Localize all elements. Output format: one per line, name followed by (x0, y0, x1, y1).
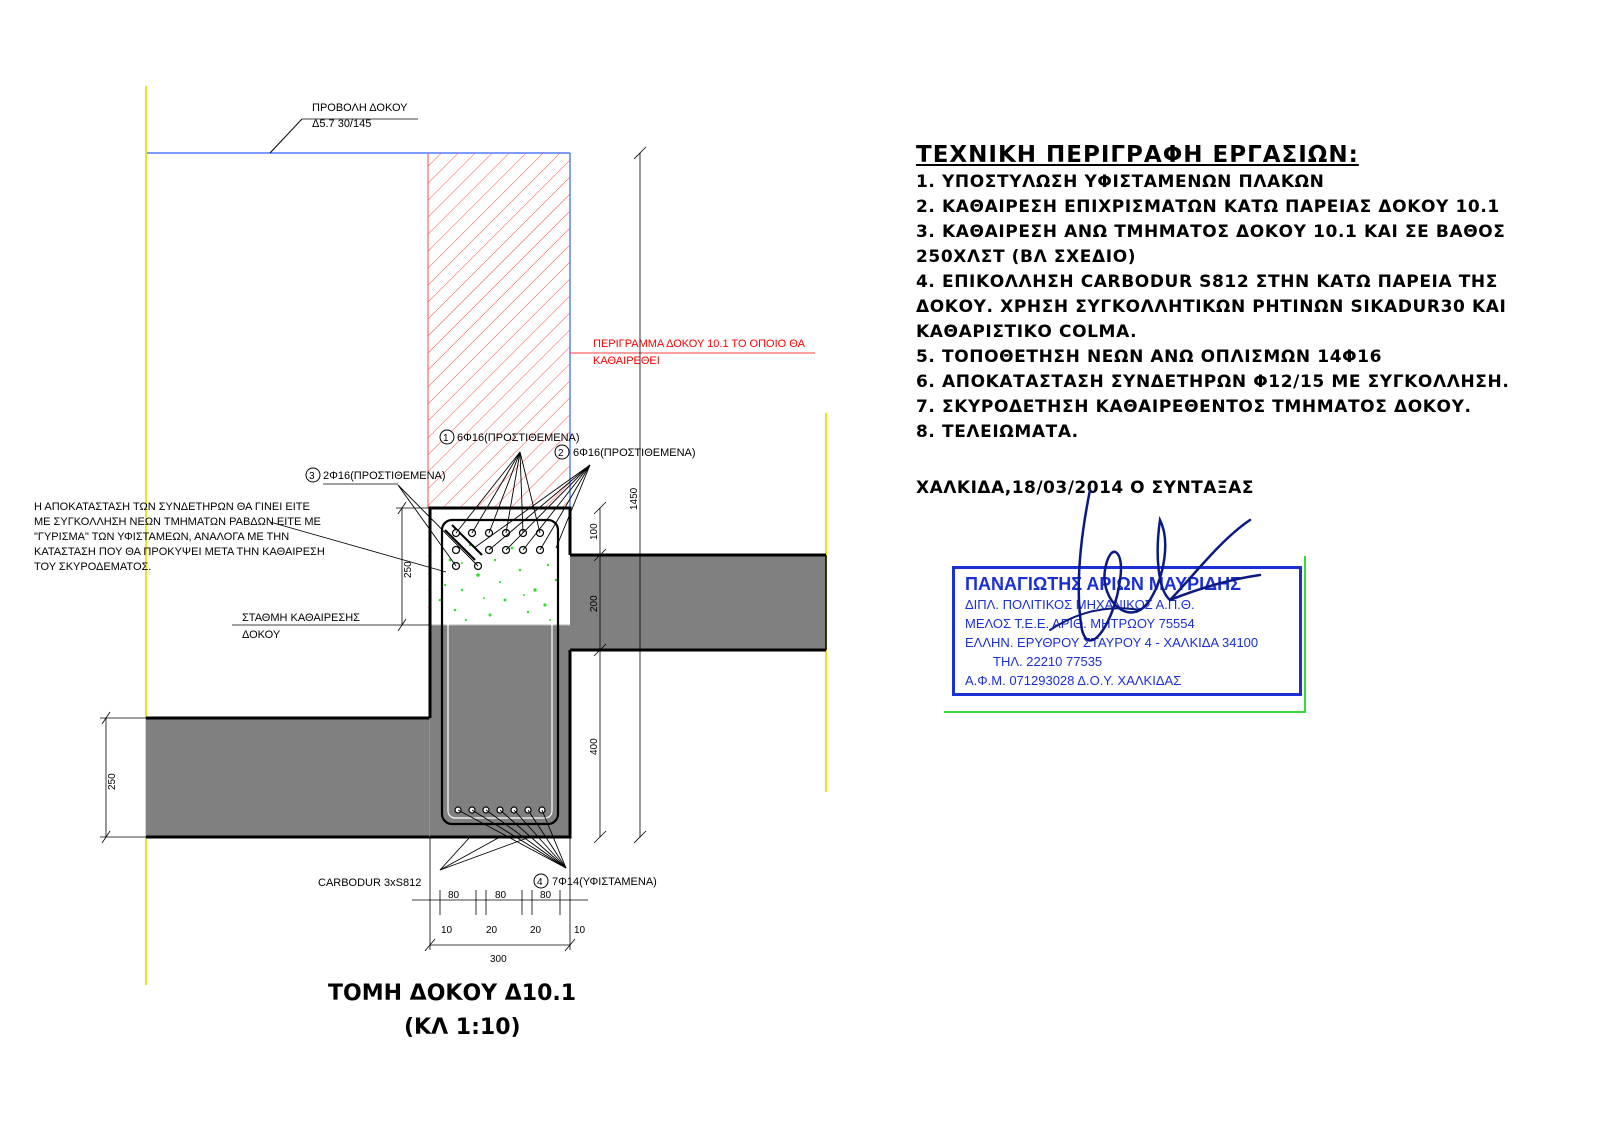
svg-text:10: 10 (574, 925, 586, 936)
beam-existing (430, 625, 570, 837)
svg-text:ΚΑΤΑΣΤΑΣΗ ΠΟΥ ΘΑ ΠΡΟΚΥΨΕΙ ΜΕΤΑ: ΚΑΤΑΣΤΑΣΗ ΠΟΥ ΘΑ ΠΡΟΚΥΨΕΙ ΜΕΤΑ ΤΗΝ ΚΑΘΑΙΡΕΣΗ (34, 546, 325, 558)
svg-text:2: 2 (558, 448, 564, 459)
carbodur-label: CARBODUR 3xS812 (318, 877, 422, 889)
outline-note-1: ΠΕΡΙΓΡΑΜΜΑ ΔΟΚΟΥ 10.1 ΤΟ ΟΠΟΙΟ ΘΑ (593, 338, 805, 350)
svg-text:200: 200 (589, 595, 600, 612)
svg-text:80: 80 (448, 890, 460, 901)
stamp-line: ΤΗΛ. 22210 77535 (993, 654, 1103, 669)
svg-text:4: 4 (537, 877, 543, 888)
svg-text:"ΓΥΡΙΣΜΑ" ΤΩΝ ΥΦΙΣΤΑΜΕΩΝ, ΑΝΑΛ: "ΓΥΡΙΣΜΑ" ΤΩΝ ΥΦΙΣΤΑΜΕΩΝ, ΑΝΑΛΟΓΑ ΜΕ ΤΗΝ (34, 531, 290, 543)
svg-text:Η ΑΠΟΚΑΤΑΣΤΑΣΗ ΤΩΝ ΣΥΝΔΕΤΗΡΩΝ: Η ΑΠΟΚΑΤΑΣΤΑΣΗ ΤΩΝ ΣΥΝΔΕΤΗΡΩΝ ΘΑ ΓΙΝΕΙ ΕΙΤΕ (34, 501, 310, 513)
spec-line: 4. ΕΠΙΚΟΛΛΗΣΗ CARBODUR S812 ΣΤΗΝ ΚΑΤΩ ΠΑΡΕΙΑ ΤΗΣ (916, 272, 1498, 292)
stamp-line: ΜΕΛΟΣ Τ.Ε.Ε. ΑΡΙΘ. ΜΗΤΡΩΟΥ 75554 (965, 616, 1195, 631)
projection-label: ΠΡΟΒΟΛΗ ΔΟΚΟΥ (312, 102, 408, 114)
date-signature-line: ΧΑΛΚΙΔΑ,18/03/2014 Ο ΣΥΝΤΑΞΑΣ (916, 478, 1254, 498)
svg-text:250: 250 (107, 773, 118, 790)
spec-line: 8. ΤΕΛΕΙΩΜΑΤΑ. (916, 422, 1079, 442)
handwritten-signature (1020, 480, 1280, 680)
technical-spec (916, 142, 1596, 445)
stamp-name: ΠΑΝΑΓΙΩΤΗΣ ΑΡΙΩΝ ΜΑΥΡΙΔΗΣ (965, 574, 1241, 594)
spec-line: 2. ΚΑΘΑΙΡΕΣΗ ΕΠΙΧΡΙΣΜΑΤΩΝ ΚΑΤΩ ΠΑΡΕΙΑΣ ΔΟΚΟΥ 10.1 (916, 197, 1500, 217)
demolition-level-2: ΔΟΚΟΥ (242, 629, 281, 641)
spec-line: ΔΟΚΟΥ. ΧΡΗΣΗ ΣΥΓΚΟΛΛΗΤΙΚΩΝ ΡΗΤΙΝΩΝ SIKADUR30 ΚΑΙ (916, 297, 1507, 317)
spec-line: 7. ΣΚΥΡΟΔΕΤΗΣΗ ΚΑΘΑΙΡΕΘΕΝΤΟΣ ΤΜΗΜΑΤΟΣ ΔΟΚΟΥ. (916, 397, 1472, 417)
outline-note-2: ΚΑΘΑΙΡΕΘΕΙ (593, 355, 660, 367)
svg-text:10: 10 (441, 925, 453, 936)
svg-text:80: 80 (495, 890, 507, 901)
svg-text:1: 1 (443, 433, 449, 444)
spec-line: 1. ΥΠΟΣΤΥΛΩΣΗ ΥΦΙΣΤΑΜΕΝΩΝ ΠΛΑΚΩΝ (916, 172, 1325, 192)
rebar-label-4: 7Φ14(ΥΦΙΣΤΑΜΕΝΑ) (552, 876, 657, 888)
rebar-label-2: 6Φ16(ΠΡΟΣΤΙΘΕΜΕΝΑ) (573, 447, 696, 459)
stamp-line: Α.Φ.Μ. 071293028 Δ.Ο.Υ. ΧΑΛΚΙΔΑΣ (965, 673, 1182, 688)
stamp-line: ΔΙΠΛ. ΠΟΛΙΤΙΚΟΣ ΜΗΧΑΝΙΚΟΣ Α.Π.Θ. (965, 597, 1195, 612)
svg-text:80: 80 (540, 890, 552, 901)
svg-text:20: 20 (486, 925, 498, 936)
projection-ref: Δ5.7 30/145 (312, 118, 372, 130)
section-scale: (ΚΛ 1:10) (404, 1015, 521, 1040)
svg-text:1450: 1450 (629, 487, 640, 510)
svg-text:250: 250 (403, 561, 414, 578)
spec-line: 5. ΤΟΠΟΘΕΤΗΣΗ ΝΕΩΝ ΑΝΩ ΟΠΛΙΣΜΩΝ 14Φ16 (916, 347, 1383, 367)
spec-line: ΚΑΘΑΡΙΣΤΙΚΟ COLMA. (916, 322, 1138, 342)
section-title: ΤΟΜΗ ΔΟΚΟΥ Δ10.1 (328, 981, 577, 1006)
svg-text:ΤΟΥ ΣΚΥΡΟΔΕΜΑΤΟΣ.: ΤΟΥ ΣΚΥΡΟΔΕΜΑΤΟΣ. (34, 561, 152, 573)
slab-right (570, 555, 826, 650)
carbodur-leaders (440, 837, 530, 870)
projection-leader (270, 119, 302, 153)
rebar-label-3: 2Φ16(ΠΡΟΣΤΙΘΕΜΕΝΑ) (323, 470, 446, 482)
rebar-label-1: 6Φ16(ΠΡΟΣΤΙΘΕΜΕΝΑ) (457, 432, 580, 444)
slab-left (146, 718, 430, 837)
stamp-line: ΕΛΛΗΝ. ΕΡΥΘΡΟΥ ΣΤΑΥΡΟΥ 4 - ΧΑΛΚΙΔΑ 34100 (965, 635, 1259, 650)
svg-text:3: 3 (309, 471, 315, 482)
spec-line: 3. ΚΑΘΑΙΡΕΣΗ ΑΝΩ ΤΜΗΜΑΤΟΣ ΔΟΚΟΥ 10.1 ΚΑΙ ΣΕ ΒΑΘΟΣ (916, 222, 1506, 242)
svg-text:100: 100 (589, 523, 600, 540)
svg-text:ΜΕ ΣΥΓΚΟΛΛΗΣΗ ΝΕΩΝ ΤΜΗΜΑΤΩΝ ΡΑ: ΜΕ ΣΥΓΚΟΛΛΗΣΗ ΝΕΩΝ ΤΜΗΜΑΤΩΝ ΡΑΒΔΩΝ ΕΙΤΕ ΜΕ (34, 516, 321, 528)
svg-text:20: 20 (530, 925, 542, 936)
svg-text:400: 400 (589, 738, 600, 755)
stirrup-note (34, 501, 325, 573)
svg-text:300: 300 (490, 954, 507, 965)
dim-right-chain (594, 502, 606, 843)
spec-title: ΤΕΧΝΙΚΗ ΠΕΡΙΓΡΑΦΗ ΕΡΓΑΣΙΩΝ: (916, 142, 1359, 168)
demolition-level-1: ΣΤΑΘΜΗ ΚΑΘΑΙΡΕΣΗΣ (242, 612, 360, 624)
spec-line: 250ΧΛΣΤ (ΒΛ ΣΧΕΔΙΟ) (916, 247, 1137, 267)
spec-line: 6. ΑΠΟΚΑΤΑΣΤΑΣΗ ΣΥΝΔΕΤΗΡΩΝ Φ12/15 ΜΕ ΣΥΓΚΟΛΛΗΣΗ. (916, 372, 1510, 392)
